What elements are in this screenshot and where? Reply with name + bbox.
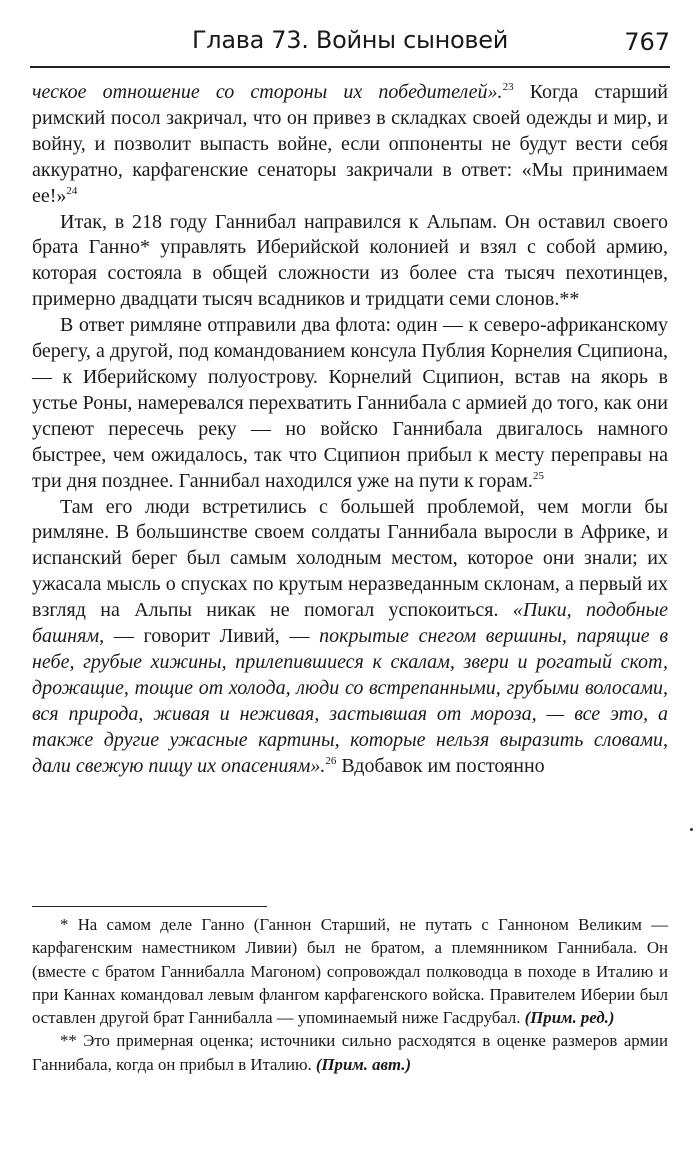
- paragraph-4-text-c: Вдобавок им постоянно: [336, 754, 545, 777]
- main-text: [32, 80, 668, 779]
- livy-quote-2: покрытые снегом вершины, парящие в небе, грубые хижины, прилепившиеся к скалам, звери и рогатый скот, дрожащие, тощие от холода, люди со встрепанными, грубыми волосами, вся природа, живая и неживая, застывшая от мороза, — все это, а также другие ужасные картины, которые нельзя выразить словами, дали свежую пищу их опасениям».: [32, 625, 668, 777]
- footnote-ref-25: 25: [532, 469, 544, 482]
- paragraph-3-text: В ответ римляне отправили два флота: один — к северо-африканскому берегу, а другой, под командованием консула Публия Корнелия Сципиона, — к Иберийскому полуострову. Корнелий Сципион, встав на якорь в устье Роны, намеревался перехватить Ганнибала с армией до того, как они успеют пересечь реку — но войско Ганнибала двигалось намного быстрее, чем ожидалось, так что Сципион прибыл к месту переправы на три дня позднее. Ганнибал находился уже на пути к горам.: [32, 314, 668, 492]
- footnote-2: [32, 1029, 668, 1076]
- paragraph-1-text: Когда старший римский посол закричал, что он привез в складках своей одежды и мир, и войну, и позволит выпасть войне, если оппоненты не будут вести себя аккуратно, карфагенские сенаторы закричали в ответ: «Мы принимаем ее!»: [32, 81, 668, 207]
- footnote-2-text: ** Это примерная оценка; источники сильно расходятся в оценке размеров армии Ганнибала, когда он прибыл в Италию.: [32, 1031, 668, 1074]
- paragraph-4: [32, 495, 668, 780]
- paragraph-2: Итак, в 218 году Ганнибал направился к Альпам. Он оставил своего брата Ганно* управлять Иберийской колонией и взял с собой армию, которая состояла в общей сложности из более ста тысяч пехотинцев, примерно двадцати тысяч всадников и тридцати семи слонов.**: [32, 210, 668, 311]
- chapter-title: Глава 73. Войны сыновей: [191, 26, 509, 54]
- footnote-ref-24: 24: [66, 184, 78, 197]
- footnote-ref-23: 23: [502, 81, 514, 93]
- footnote-1-note: (Прим. ред.): [524, 1008, 615, 1028]
- quote-continuation: ческое отношение со стороны их победителей».: [32, 81, 503, 103]
- paragraph-4-text-a: Там его люди встретились с большей проблемой, чем могли бы римляне. В большинстве своем солдаты Ганнибала выросли в Африке, и испанский берег был самым холодным местом, которое они знали; их ужасала мысль о спусках по крутым неразведанным склонам, а первый их взгляд на Альпы никак не помогал успокоиться.: [32, 495, 668, 622]
- page-number: 767: [624, 28, 670, 56]
- paragraph-3: [32, 313, 668, 494]
- footnote-2-note: (Прим. авт.): [315, 1054, 412, 1074]
- footnote-1: [32, 913, 668, 1029]
- print-speck: [690, 828, 693, 831]
- footnote-ref-26: 26: [325, 754, 337, 767]
- paragraph-1: [32, 80, 668, 210]
- footnote-rule: [32, 906, 267, 907]
- header-rule: [30, 66, 670, 68]
- footnote-1-text: * На самом деле Ганно (Ганнон Старший, не путать с Ганноном Великим — карфагенским наместником Ливии) был не братом, а племянником Ганнибала. Он (вместе с братом Ганнибалла Магоном) сопровождал полководца в походе в Италию и при Каннах командовал левым флангом карфагенского войска. Правителем Иберии был оставлен другой брат Ганнибалла — упоминаемый ниже Гасдрубал.: [32, 915, 668, 1028]
- footnotes: [32, 913, 668, 1076]
- livy-quote-1: «Пики, подобные башням,: [32, 599, 668, 648]
- running-head: [30, 26, 670, 58]
- paragraph-4-text-b: — говорит Ливий, —: [104, 625, 320, 648]
